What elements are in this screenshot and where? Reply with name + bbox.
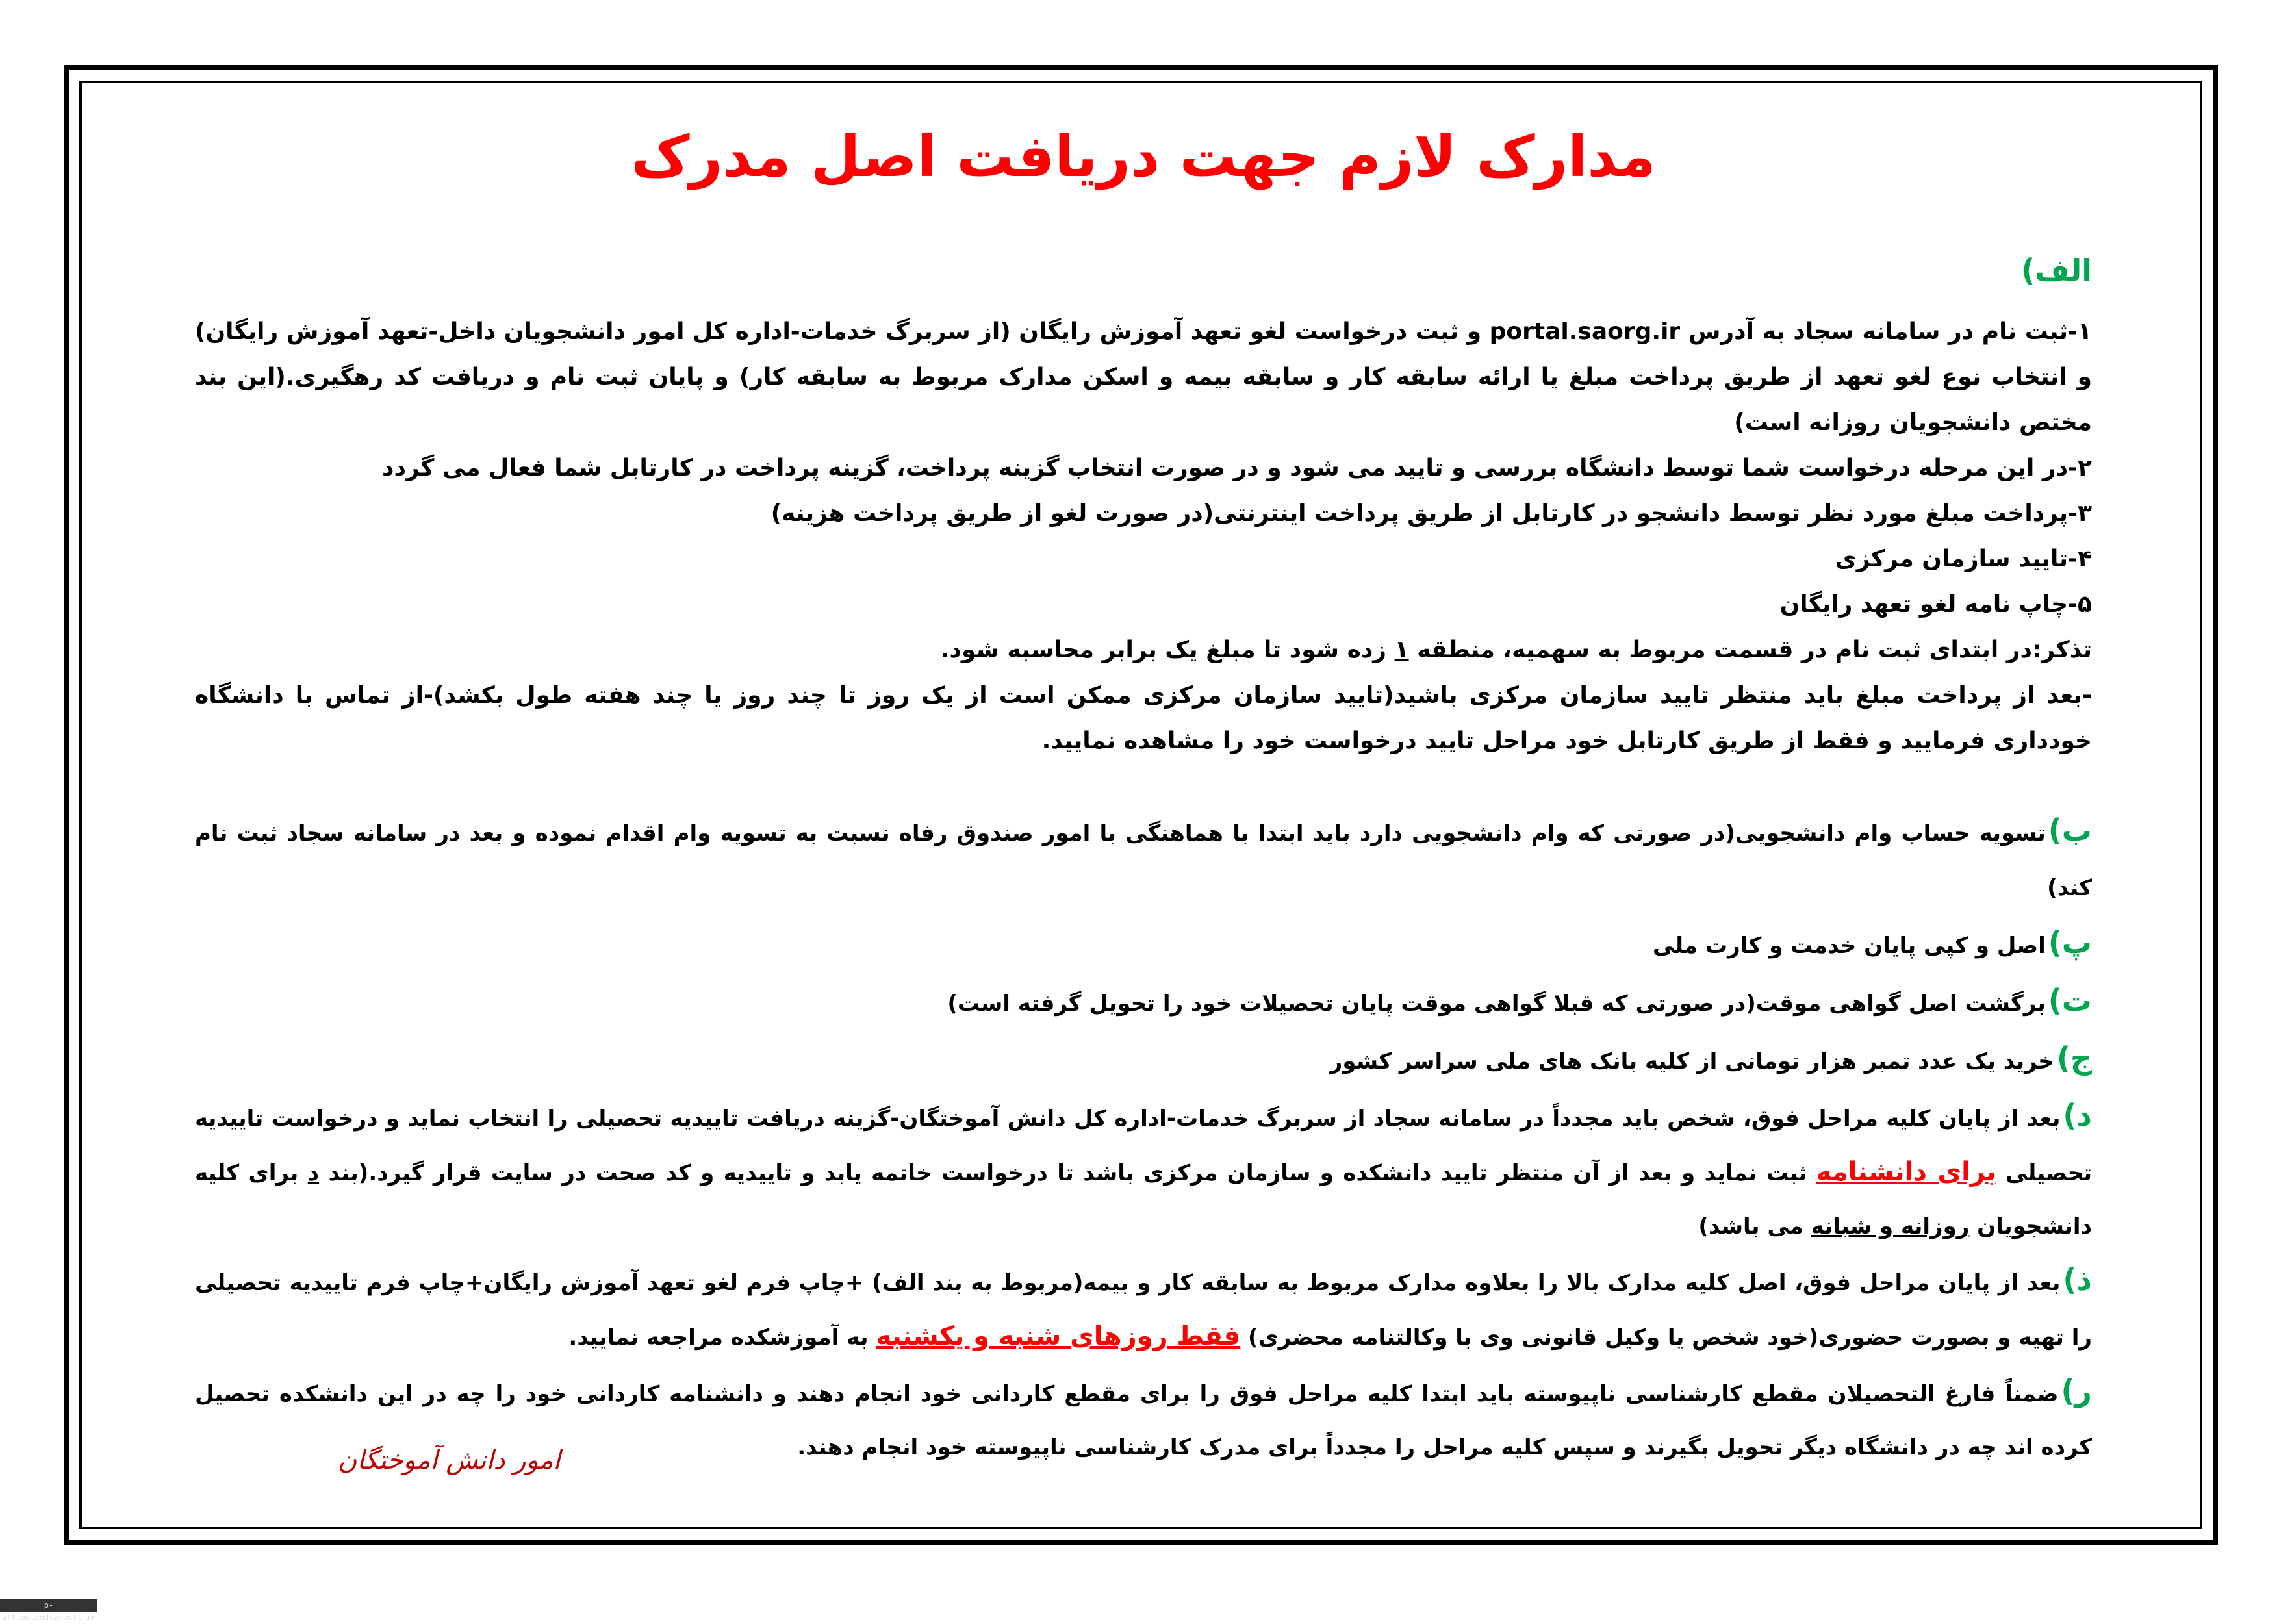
item-label: د) <box>2063 1098 2092 1133</box>
signature: امور دانش آموختگان <box>338 1445 561 1475</box>
item-label: ج) <box>2056 1041 2092 1076</box>
item-label: ت) <box>2048 983 2092 1018</box>
footer-watermark: p-alltoolbedtaroofl.ir <box>0 1599 97 1612</box>
highlight-diploma: برای دانشنامه <box>1816 1157 1996 1187</box>
item-label: ب) <box>2048 813 2092 848</box>
item-be: ب)تسویه حساب وام دانشجویی(در صورتی که وام دانشجویی دارد باید ابتدا با هماهنگی با امور صندوق رفاه نسبت به تسویه وام اقدام نموده و بعد در سامانه سجاد ثبت نام کند) <box>195 813 2092 901</box>
item-pe: پ)اصل و کپی پایان خدمت و کارت ملی <box>1652 925 2092 960</box>
alef-note-2: -بعد از پرداخت مبلغ باید منتظر تایید سازمان مرکزی باشید(تایید سازمان مرکزی ممکن است از یک روز تا چند روز یا چند هفته طول بکشد)-از تماس با دانشگاه خودداری فرمایید و فقط از طریق کارتابل خود مراحل تایید درخواست خود را مشاهده نمایید. <box>195 682 2092 754</box>
item-te: ت)برگشت اصل گواهی موقت(در صورتی که قبلا گواهی موقت پایان تحصیلات خود را تحویل گرفته است) <box>947 983 2092 1018</box>
section-alef-heading: الف) <box>2021 253 2092 288</box>
alef-step-1: ۱-ثبت نام در سامانه سجاد به آدرس portal.saorg.ir و ثبت درخواست لغو تعهد آموزش رایگان (از سربرگ خدمات-اداره کل امور دانشجویان داخل-تعهد آموزش رایگان) و انتخاب نوع لغو تعهد از طریق پرداخت مبلغ یا ارائه سابقه کار و سابقه بیمه و اسکن مدارک مربوط به سابقه کار) و پایان ثبت نام و دریافت کد رهگیری.(این بند مختص دانشجویان روزانه است) <box>195 318 2092 436</box>
item-jim: ج)خرید یک عدد تمبر هزار تومانی از کلیه بانک های ملی سراسر کشور <box>1329 1041 2092 1076</box>
item-zal: ذ)بعد از پایان مراحل فوق، اصل کلیه مدارک بالا را بعلاوه مدارک مربوط به سابقه کار و بیمه(مربوط به بند الف) +چاپ فرم لغو تعهد آموزش رایگان+چاپ فرم تاییدیه تحصیلی را تهیه و بصورت حضوری(خود شخص یا وکیل قانونی وی با وکالتنامه محضری) فقط روزهای شنبه و یکشنبه به آموزشکده مراجعه نمایید. <box>195 1262 2092 1351</box>
item-dal: د)بعد از پایان کلیه مراحل فوق، شخص باید مجدداً در سامانه سجاد از سربرگ خدمات-اداره کل دانش آموختگان-گزینه دریافت تاییدیه تحصیلی را انتخاب نماید و درخواست تاییدیه تحصیلی برای دانشنامه ثبت نماید و بعد از آن منتظر تایید دانشکده و سازمان مرکزی باشد تا درخواست خاتمه یابد و تاییدیه و کد صحت در سایت قرار گیرد.(بند د برای کلیه دانشجویان روزانه و شبانه می باشد) <box>195 1098 2092 1239</box>
item-re: ر)ضمناً فارغ التحصیلان مقطع کارشناسی ناپیوسته باید ابتدا کلیه مراحل فوق را برای مقطع کاردانی خود انجام دهند و دانشنامه کاردانی خود را چه در این دانشکده تحصیل کرده اند چه در دانشگاه دیگر تحویل بگیرند و سپس کلیه مراحل را مجدداً برای مدرک کارشناسی ناپیوسته خود انجام دهند. <box>195 1373 2092 1460</box>
alef-step-2: ۲-در این مرحله درخواست شما توسط دانشگاه بررسی و تایید می شود و در صورت انتخاب گزینه پرداخت، گزینه پرداخت در کارتابل شما فعال می گردد <box>381 455 2092 481</box>
item-label: ذ) <box>2063 1262 2092 1297</box>
highlight-days: فقط روزهای شنبه و یکشنبه <box>876 1321 1241 1351</box>
alef-step-5: ۵-چاپ نامه لغو تعهد رایگان <box>1779 591 2092 618</box>
alef-note: تذکر:در ابتدای ثبت نام در قسمت مربوط به سهمیه، منطقه ۱ زده شود تا مبلغ یک برابر محاسبه شود. <box>940 637 2092 663</box>
item-label: پ) <box>2048 925 2092 960</box>
item-label: ر) <box>2061 1373 2092 1408</box>
alef-step-3: ۳-پرداخت مبلغ مورد نظر توسط دانشجو در کارتابل از طریق پرداخت اینترنتی(در صورت لغو از طریق پرداخت هزینه) <box>770 500 2092 527</box>
alef-step-4: ۴-تایید سازمان مرکزی <box>1835 546 2092 572</box>
section-alef-body <box>195 309 2092 764</box>
document-body <box>195 110 2092 1507</box>
zone-number: ۱ <box>1394 637 1409 663</box>
page-title: مدارک لازم جهت دریافت اصل مدرک <box>631 123 1656 190</box>
